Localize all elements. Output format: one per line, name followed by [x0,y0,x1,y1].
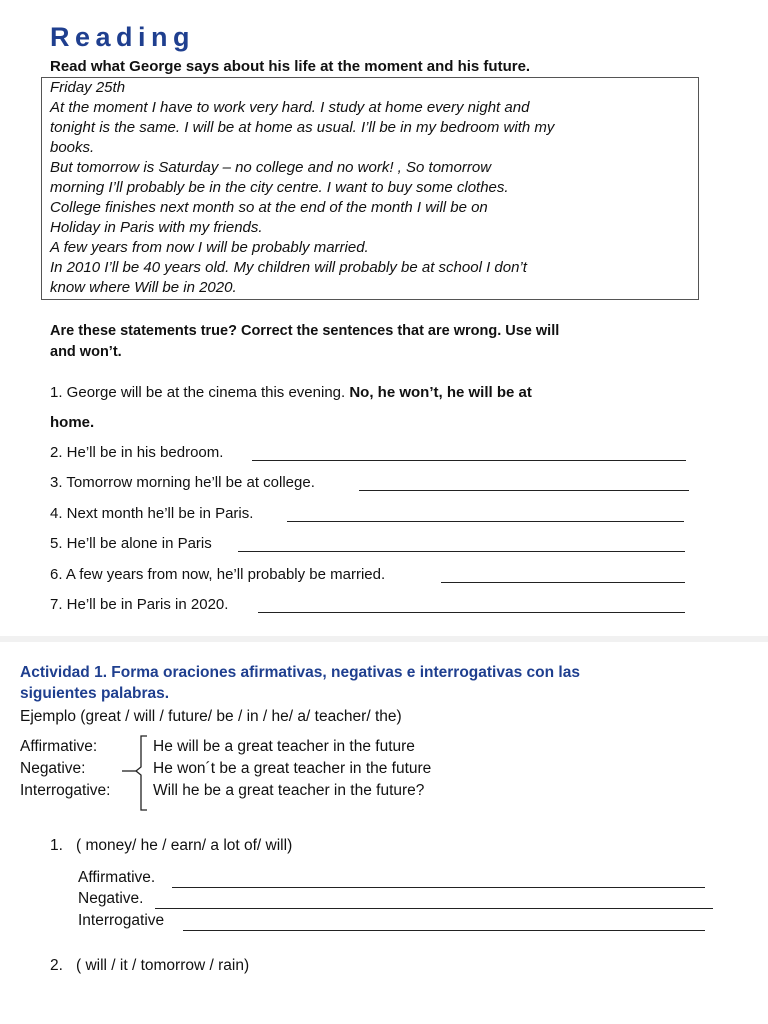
statement-item: 2. He’ll be in his bedroom. [50,444,224,461]
curly-brace [116,733,152,813]
example-answer: No, he won’t, he will be at [349,384,532,401]
answer-line[interactable] [238,551,685,552]
form-sentence-negative: He won´t be a great teacher in the future [153,760,432,777]
activity-example: Ejemplo (great / will / future/ be / in / he/ a/ teacher/ the) [20,708,402,725]
exercise-words: ( will / it / tomorrow / rain) [76,957,250,974]
answer-line[interactable] [359,490,689,491]
statement-item: 5. He’ll be alone in Paris [50,535,212,552]
exercise-number: 1. [50,837,63,854]
diary-line: books. [50,139,95,156]
diary-line: A few years from now I will be probably married. [50,239,369,256]
exercise-label-interrogative: Interrogative [78,912,165,929]
statement-item: 4. Next month he’ll be in Paris. [50,505,254,522]
reading-title: Reading [50,22,196,52]
exercise-label-affirmative: Affirmative. [78,869,156,886]
answer-line[interactable] [441,582,685,583]
diary-line: know where Will be in 2020. [50,279,237,296]
form-label-interrogative: Interrogative: [20,782,111,799]
exercise-1-words [50,837,292,855]
statement-item: 3. Tomorrow morning he’ll be at college. [50,474,315,491]
exercise-label-negative: Negative. [78,890,144,907]
answer-line[interactable] [287,521,684,522]
form-sentence-affirmative: He will be a great teacher in the future [153,738,415,755]
diary-line: morning I’ll probably be in the city centre. I want to buy some clothes. [50,179,509,196]
diary-line: tonight is the same. I will be at home as usual. I’ll be in my bedroom with my [50,119,555,136]
answer-line[interactable] [252,460,686,461]
answer-line[interactable] [258,612,685,613]
example-statement [50,384,532,401]
example-number: 1. [50,384,63,401]
diary-text-box [41,77,699,300]
example-text: George will be at the cinema this evening. [62,384,350,401]
exercise-words: ( money/ he / earn/ a lot of/ will) [76,837,293,854]
statement-item: 6. A few years from now, he’ll probably be married. [50,566,386,583]
reading-instruction: Read what George says about his life at the moment and his future. [50,58,531,75]
exercise-number: 2. [50,957,63,974]
statements-instruction: Are these statements true? Correct the sentences that are wrong. Use will [50,323,560,339]
activity-title: siguientes palabras. [20,685,170,702]
diary-line: Friday 25th [50,79,126,96]
diary-line: Holiday in Paris with my friends. [50,219,263,236]
form-label-negative: Negative: [20,760,86,777]
answer-line[interactable] [172,887,705,888]
activity-title: Actividad 1. Forma oraciones afirmativas, negativas e interrogativas con las [20,664,580,681]
answer-line[interactable] [155,908,713,909]
diary-line: But tomorrow is Saturday – no college and no work! , So tomorrow [50,159,492,176]
form-label-affirmative: Affirmative: [20,738,98,755]
example-answer-continued: home. [50,414,95,431]
statements-instruction: and won’t. [50,344,122,360]
statement-item: 7. He’ll be in Paris in 2020. [50,596,229,613]
answer-line[interactable] [183,930,705,931]
exercise-2-words [50,957,249,975]
diary-line: At the moment I have to work very hard. I study at home every night and [50,99,530,116]
form-sentence-interrogative: Will he be a great teacher in the future? [153,782,425,799]
diary-line: In 2010 I’ll be 40 years old. My children will probably be at school I don’t [50,259,527,276]
diary-line: College finishes next month so at the end of the month I will be on [50,199,488,216]
